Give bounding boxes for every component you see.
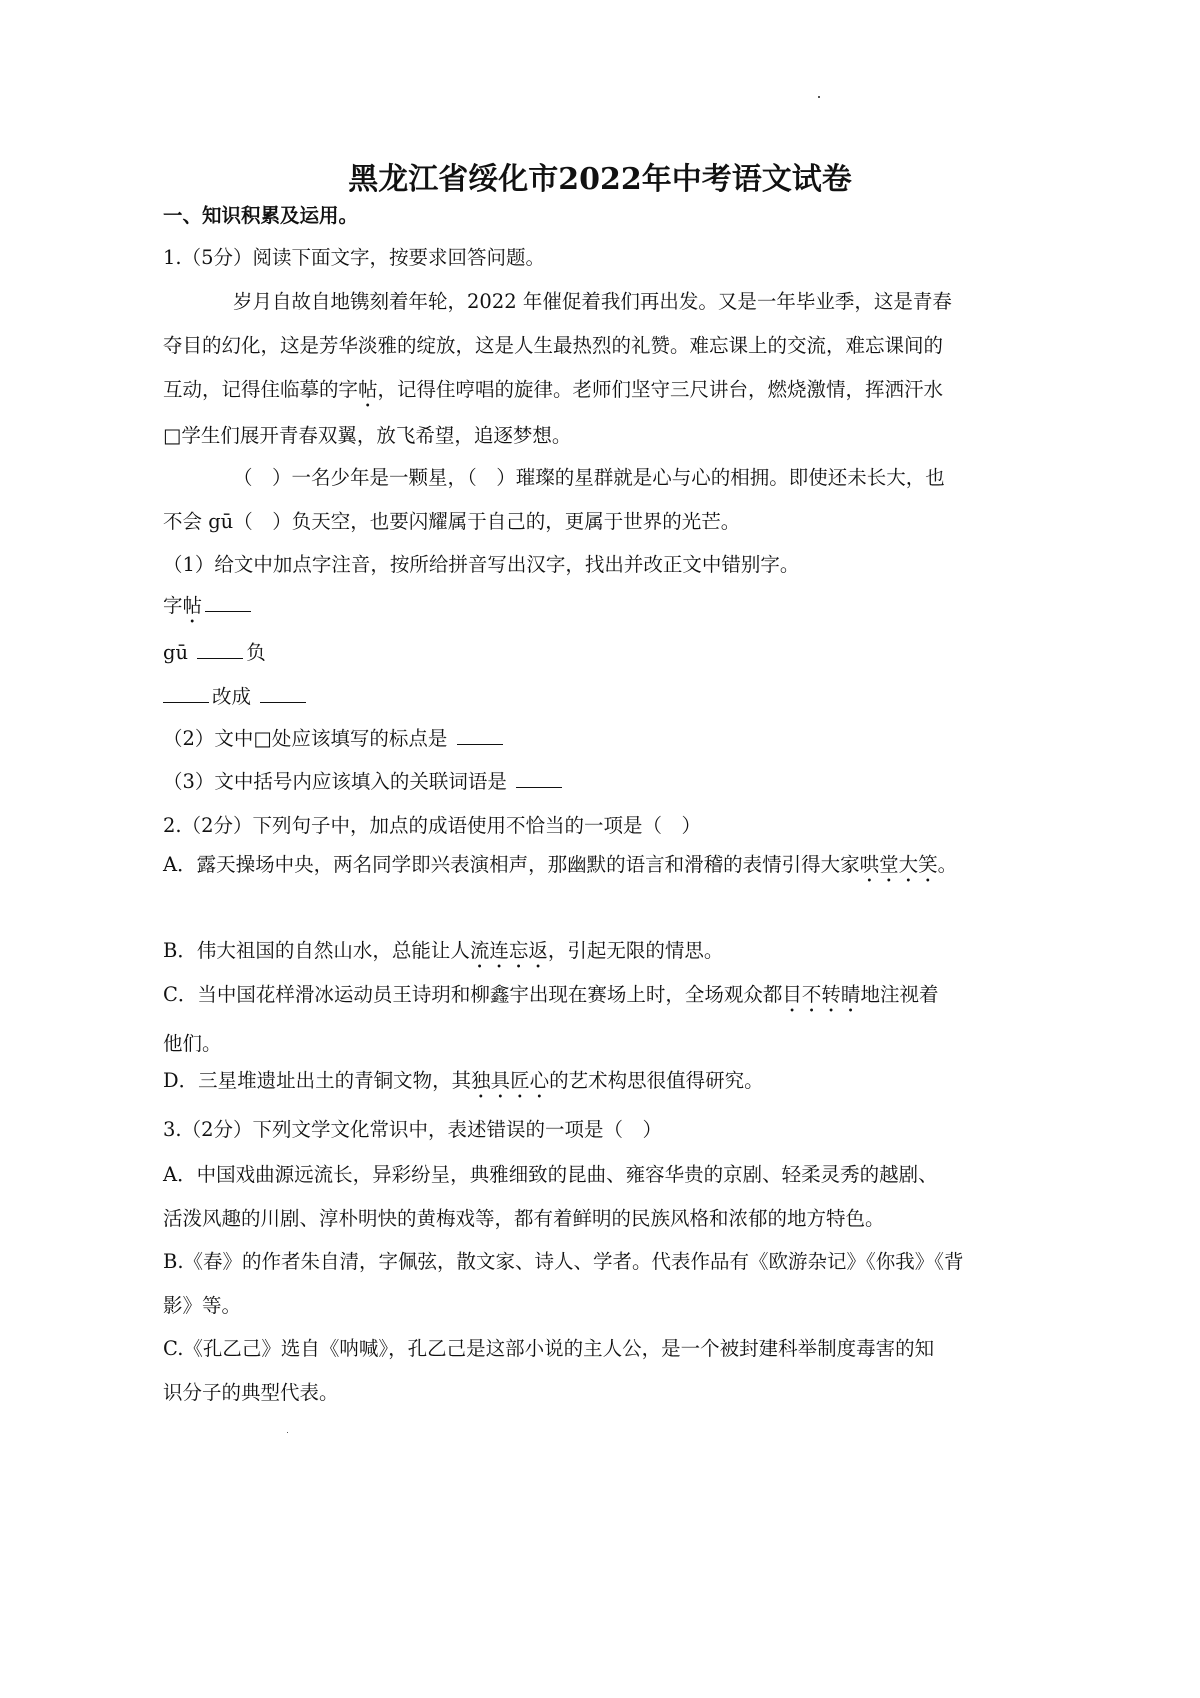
q1-sub3 [163, 768, 565, 796]
q3-option-c-cont: 识分子的典型代表。 [163, 1381, 339, 1404]
text-segment: C．当中国花样滑冰运动员王诗玥和柳鑫宇出现在赛场上时，全场观众都 [163, 983, 783, 1006]
q2-option-a [163, 851, 957, 887]
q1-passage-line: 岁月自故自地镌刻着年轮，2022 年催促着我们再出发。又是一年毕业季，这是青春 [233, 290, 952, 313]
text-segment: B．伟大祖国的自然山水，总能让人 [163, 939, 470, 962]
dotted-idiom: 流连忘返 [469, 939, 548, 962]
dotted-char: 帖 [182, 594, 203, 617]
q1-passage-line: 不会 gū（ ）负天空，也要闪耀属于自己的，更属于世界的光芒。 [163, 510, 741, 533]
text-segment: ，记得住哼唱的旋律。老师们坚守三尺讲台，燃烧激情，挥洒汗水 [377, 378, 944, 401]
text-segment: （2）文中□处应该填写的标点是 [163, 727, 448, 750]
page-title: 黑龙江省绥化市2022年中考语文试卷 [348, 162, 852, 197]
text-segment: 。 [937, 853, 958, 876]
answer-line-2 [163, 639, 266, 667]
q2-option-c-cont: 他们。 [163, 1032, 222, 1055]
text-segment: A．露天操场中央，两名同学即兴表演相声，那幽默的语言和滑稽的表情引得大家 [163, 853, 860, 876]
q1-stem: 1.（5分）阅读下面文字，按要求回答问题。 [163, 246, 546, 269]
q2-stem: 2.（2分）下列句子中，加点的成语使用不恰当的一项是（ ） [163, 814, 702, 837]
q3-option-b: B.《春》的作者朱自清，字佩弦，散文家、诗人、学者。代表作品有《欧游杂记》《你我》《背 [163, 1250, 964, 1273]
answer-blank[interactable] [197, 640, 243, 659]
q1-passage-line: （ ）一名少年是一颗星，（ ）璀璨的星群就是心与心的相拥。即使还未长大，也 [233, 466, 945, 489]
section-heading: 一、知识积累及运用。 [163, 204, 359, 227]
dotted-char: 帖 [358, 378, 378, 401]
q2-option-b [163, 937, 723, 973]
q1-passage-line: 夺目的幻化，这是芳华淡雅的绽放，这是人生最热烈的礼赞。难忘课上的交流，难忘课间的 [163, 334, 944, 357]
q1-passage-line: □学生们展开青春双翼，放飞希望，追逐梦想。 [163, 424, 572, 447]
answer-blank[interactable] [260, 684, 306, 703]
text-segment: 互动，记得住临摹的字 [163, 378, 359, 401]
text-segment: gū [163, 641, 189, 664]
q2-option-c [163, 981, 938, 1017]
text-segment: 地注视着 [860, 983, 939, 1006]
text-segment: D．三星堆遗址出土的青铜文物，其 [163, 1069, 472, 1092]
q3-option-a: A．中国戏曲源远流长，异彩纷呈，典雅细致的昆曲、雍容华贵的京剧、轻柔灵秀的越剧、 [163, 1163, 938, 1186]
answer-line-3 [163, 683, 309, 711]
text-segment: 的艺术构思很值得研究。 [549, 1069, 764, 1092]
q1-sub2 [163, 725, 506, 753]
text-segment: （3）文中括号内应该填入的关联词语是 [163, 770, 507, 793]
answer-blank[interactable] [163, 684, 209, 703]
scan-speck [287, 1432, 288, 1433]
q3-stem: 3.（2分）下列文学文化常识中，表述错误的一项是（ ） [163, 1118, 663, 1141]
answer-blank[interactable] [516, 769, 562, 788]
text-segment: 字 [163, 594, 183, 617]
q3-option-b-cont: 影》等。 [163, 1294, 242, 1317]
dotted-idiom: 哄堂大笑 [859, 853, 938, 876]
q2-option-d [163, 1067, 764, 1103]
scan-speck [818, 96, 820, 98]
text-segment: ，引起无限的情思。 [547, 939, 724, 962]
answer-line-1 [163, 592, 254, 628]
answer-blank[interactable] [457, 726, 503, 745]
q3-option-a-cont: 活泼风趣的川剧、淳朴明快的黄梅戏等，都有着鲜明的民族风格和浓郁的地方特色。 [163, 1207, 885, 1230]
answer-blank[interactable] [205, 593, 251, 612]
q3-option-c: C.《孔乙己》选自《呐喊》，孔乙己是这部小说的主人公，是一个被封建科举制度毒害的知 [163, 1337, 935, 1360]
dotted-idiom: 目不转睛 [782, 983, 861, 1006]
text-segment: 负 [246, 641, 266, 664]
q1-passage-line [163, 376, 943, 412]
dotted-idiom: 独具匠心 [471, 1069, 550, 1092]
text-segment: 改成 [212, 685, 252, 708]
q1-sub1: （1）给文中加点字注音，按所给拼音写出汉字，找出并改正文中错别字。 [163, 553, 800, 576]
